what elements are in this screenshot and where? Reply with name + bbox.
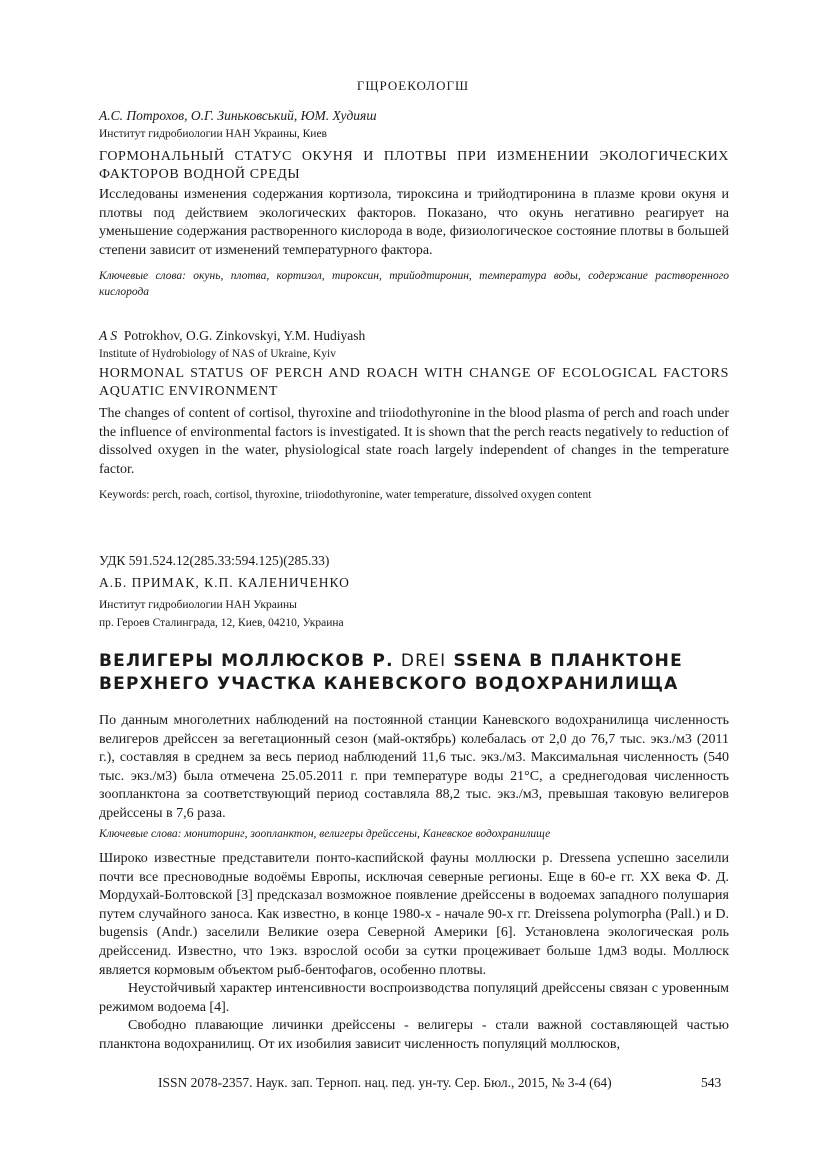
article2-title-line1 bbox=[99, 650, 729, 673]
article1-en-title: HORMONAL STATUS OF PERCH AND ROACH WITH CHANGE OF ECOLOGICAL FACTORS AQUATIC ENVIRONMENT bbox=[99, 366, 729, 399]
article1-ru-keywords: Ключевые слова: окунь, плотва, кортизол, тироксин, трийодтиронин, температура воды, содержание растворенного кислорода bbox=[99, 270, 729, 298]
article1-ru-title: ГОРМОНАЛЬНЫЙ СТАТУС ОКУНЯ И ПЛОТВЫ ПРИ ИЗМЕНЕНИИ ЭКОЛОГИЧЕСКИХ ФАКТОРОВ ВОДНОЙ СРЕДЫ bbox=[99, 149, 729, 182]
journal-section-header: ГЩРОЕКОЛОГШ bbox=[356, 78, 470, 93]
article2-body-paragraph-1: Широко известные представители понто-каспийской фауны моллюски р. Dressena успешно заселили почти все пресноводные водоёмы Европы, исключая северные регионы. Еще в 60-е гг. XX века Ф. Д. Мордухай-Болтовской [3] предсказал возможное появление дрейссены в водоемах западного полушария путем случайного заноса. Как известно, в конце 1980-х - начале 90-х гг. Dreissena polymorpha (Pall.) и D. bugensis (Andr.) заселили Великие озера Северной Америки [6]. Установлена экологическая роль дрейссенид. Известно, что 1экз. взрослой особи за сутки процеживает больше 1дм3 воды. Моллюск является кормовым объектом рыб-бентофагов, особенно плотвы. bbox=[99, 851, 729, 978]
article1-ru-authors: А.С. Потрохов, О.Г. Зиньковський, ЮМ. Худияш bbox=[99, 108, 377, 123]
article2-body-paragraph-2: Неустойчивый характер интенсивности воспроизводства популяций дрейссены связан с уровенным режимом водоема [4]. bbox=[99, 981, 729, 1015]
article2-udk: УДК 591.524.12(285.33:594.125)(285.33) bbox=[99, 553, 330, 568]
article2-title-part-b: DREI bbox=[400, 651, 447, 671]
article2-body-paragraph-3: Свободно плавающие личинки дрейссены - велигеры - стали важной составляющей частью планктона водохранилищ. От их изобилия зависит численность популяций моллюсков, bbox=[99, 1018, 729, 1052]
article2-body bbox=[99, 850, 729, 1055]
article2-abstract: По данным многолетних наблюдений на постоянной станции Каневского водохранилища численность велигеров дрейссен за вегетационный сезон (май-октябрь) колебалась от 2,0 до 76,7 тыс. экз./м3 (2011 г.), составляя в среднем за весь период наблюдений 11,6 тыс. экз./м3. Максимальная численность (540 тыс. экз./м3) была отмечена 25.05.2011 г. при температуре воды 21°С, а среднегодовая численность зоопланктона за соответствующий период составляла 88,2 тыс. экз./м3, превышая таковую велигеров дрейссены в 7,6 раза. bbox=[99, 713, 729, 821]
article1-en-authors-prefix: A S bbox=[99, 328, 118, 343]
article1-en-authors: Potrokhov, O.G. Zinkovskyi, Y.M. Hudiyash bbox=[123, 328, 366, 343]
article1-en-abstract: The changes of content of cortisol, thyroxine and triiodothyronine in the blood plasma of perch and roach under the influence of environmental factors is investigated. It is shown that the perch reacts negatively to reduction of dissolved oxygen in the water, physiological state roach largely independent of changes in the temperature factor. bbox=[99, 406, 729, 477]
page-footer bbox=[158, 1075, 758, 1091]
article2-authors: А.Б. ПРИМАК, К.П. КАЛЕНИЧЕНКО bbox=[99, 575, 350, 590]
article2-title-line2: ВЕРХНЕГО УЧАСТКА КАНЕВСКОГО ВОДОХРАНИЛИЩА bbox=[99, 674, 679, 694]
article2-institution-line1: Институт гидробиологии НАН Украины bbox=[99, 599, 297, 611]
article2-title bbox=[99, 650, 729, 696]
article2-title-part-c: SSENA В ПЛАНКТОНЕ bbox=[446, 651, 683, 671]
article2-title-part-a: ВЕЛИГЕРЫ МОЛЛЮСКОВ Р. bbox=[99, 651, 401, 671]
article2-institution-line2: пр. Героев Сталинграда, 12, Киев, 04210, Украина bbox=[99, 617, 344, 629]
page-number: 543 bbox=[701, 1075, 722, 1090]
article1-en-authors-line bbox=[99, 328, 729, 344]
article1-ru-institution: Институт гидробиологии НАН Украины, Киев bbox=[99, 128, 327, 140]
article1-ru-abstract: Исследованы изменения содержания кортизола, тироксина и трийодтиронина в плазме крови окуня и плотвы под действием экологических факторов. Показано, что окунь негативно реагирует на уменьшение содержания растворенного кислорода в воде, физиологическое состояние плотвы в большей степени зависит от изменений температурного фактора. bbox=[99, 187, 729, 258]
article1-en-institution: Institute of Hydrobiology of NAS of Ukraine, Kyiv bbox=[99, 348, 336, 360]
article2-keywords: Ключевые слова: мониторинг, зоопланктон, велигеры дрейссены, Каневское водохранилище bbox=[99, 828, 551, 840]
footer-citation: ISSN 2078-2357. Наук. зап. Терноп. нац. пед. ун-ту. Сер. Бюл., 2015, № 3-4 (64) bbox=[158, 1075, 612, 1090]
article1-en-keywords: Keywords: perch, roach, cortisol, thyroxine, triiodothyronine, water temperature, dissolved oxygen content bbox=[99, 489, 592, 501]
